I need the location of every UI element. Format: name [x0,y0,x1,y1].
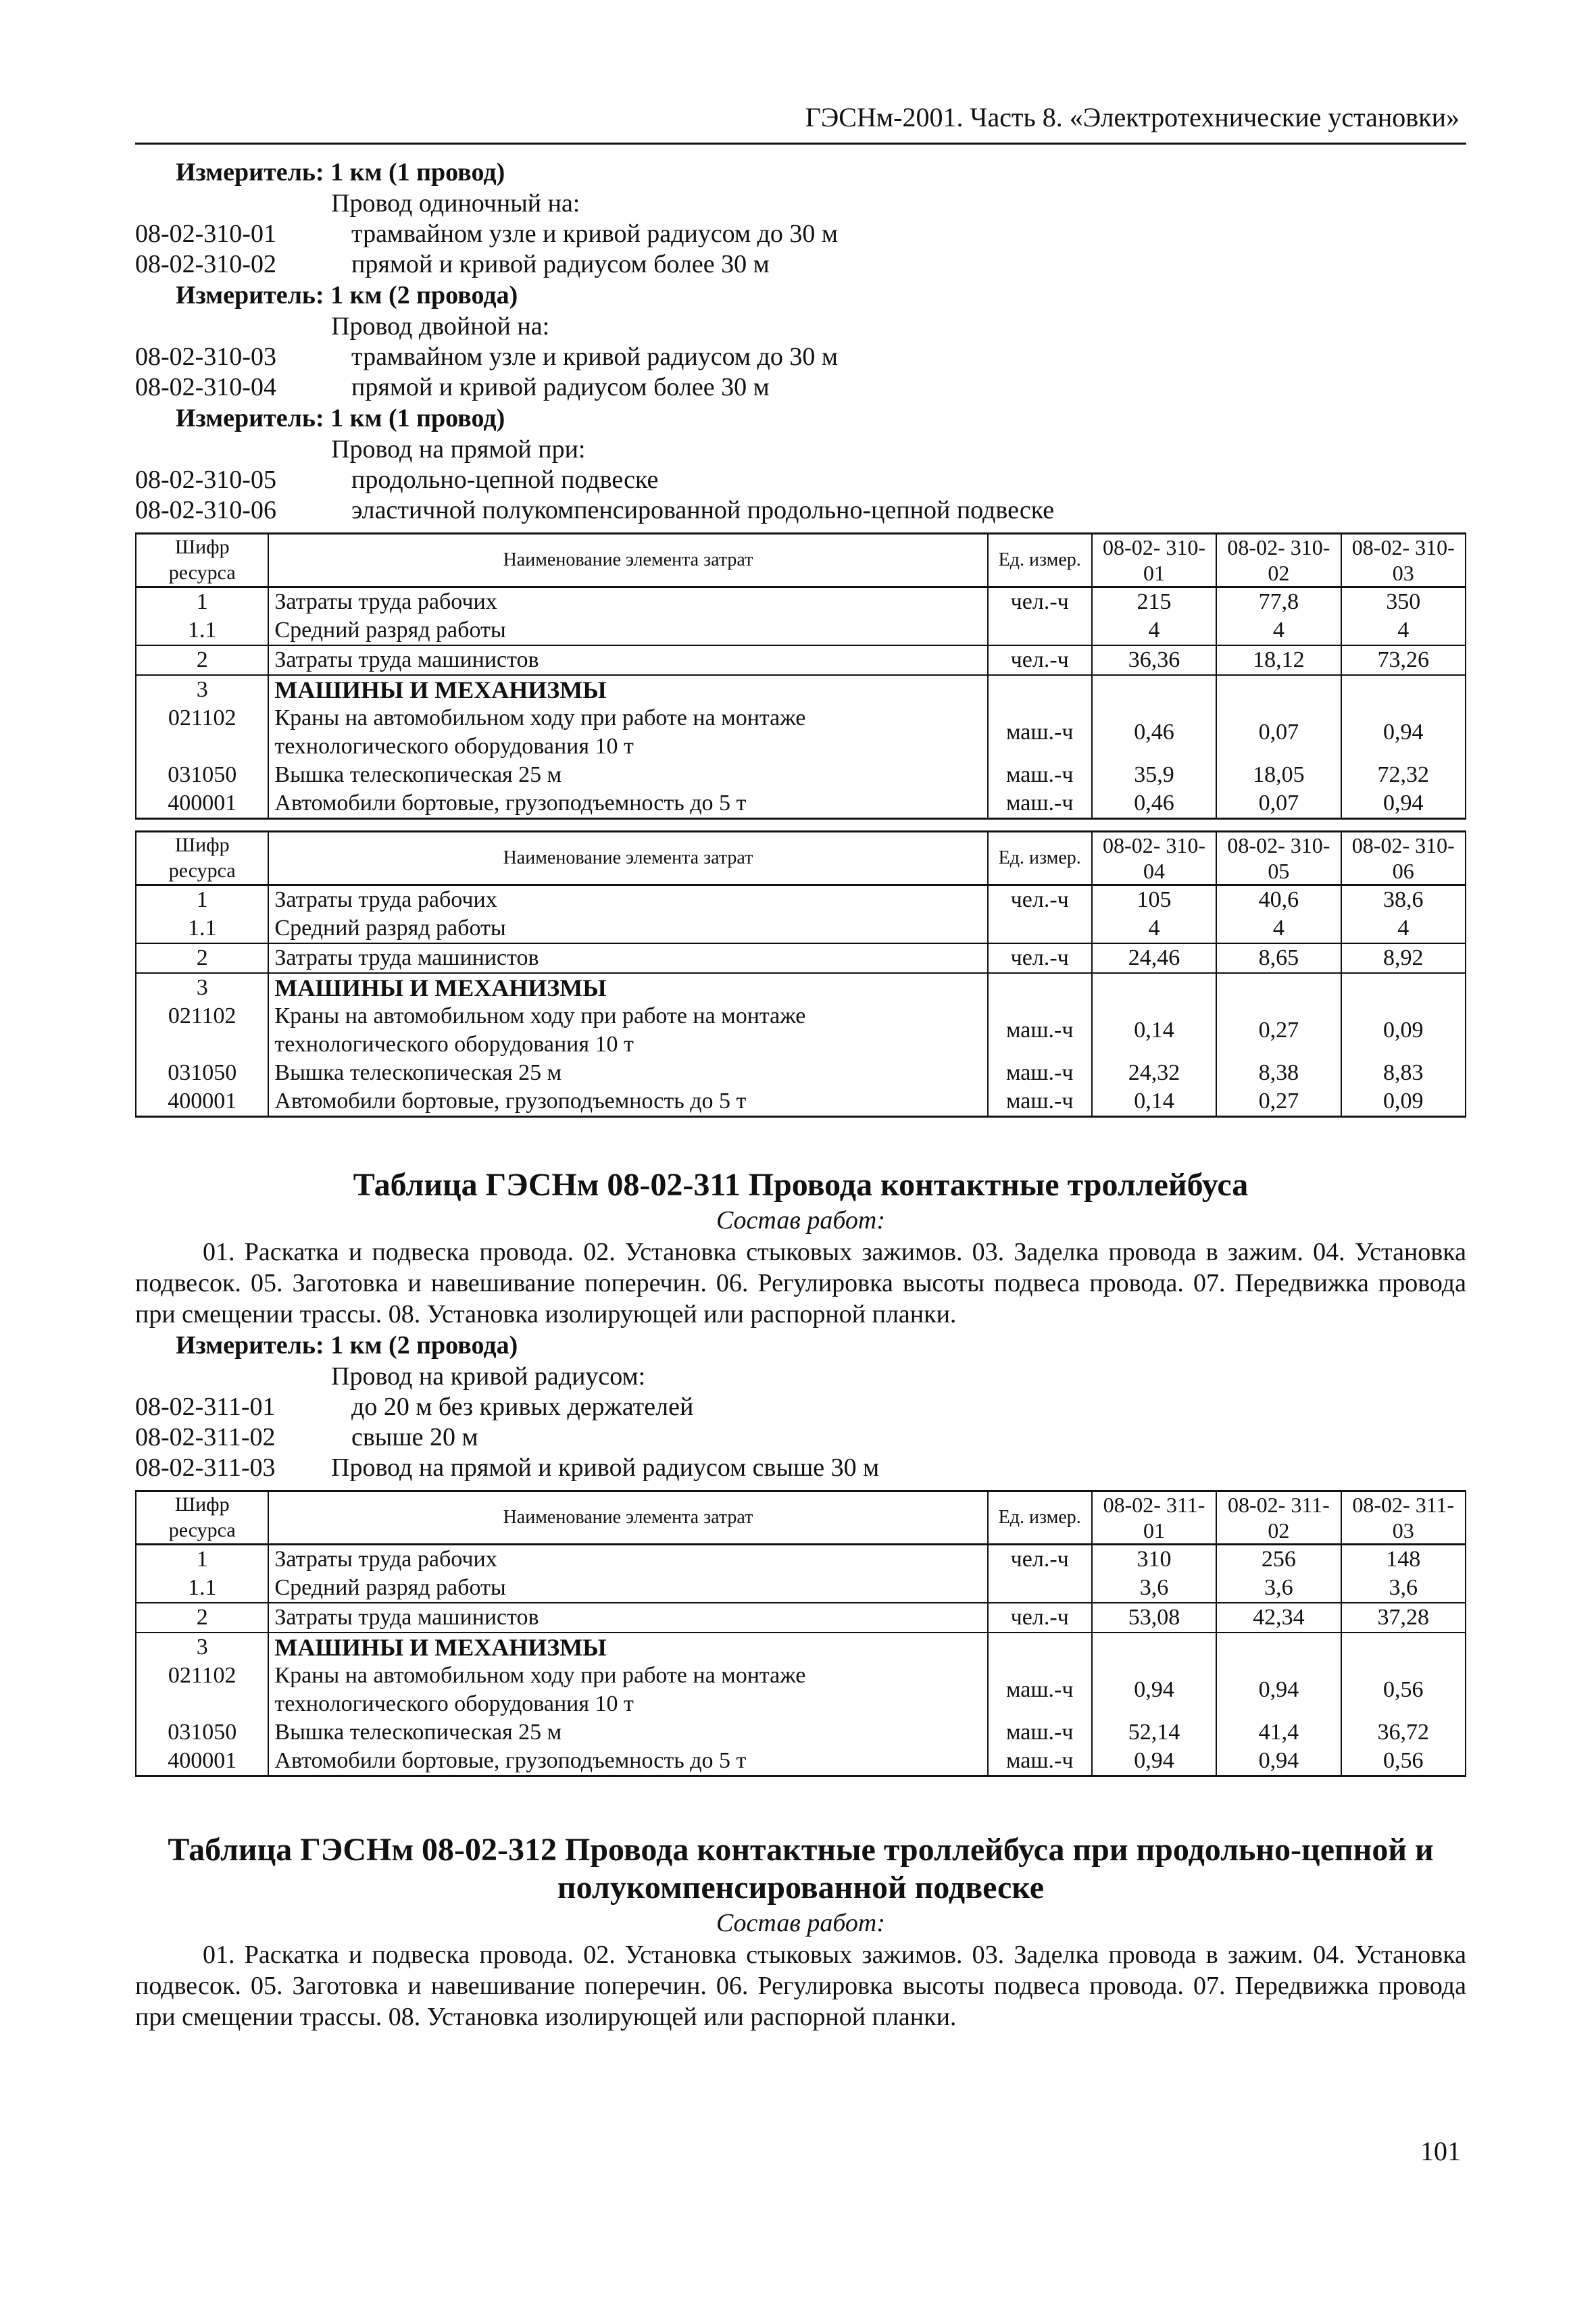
header-code: 08-02- 310-03 [1341,534,1466,587]
header-unit: Ед. измер. [988,1491,1092,1545]
cell-name: Средний разряд работы [268,914,987,943]
header-unit: Ед. измер. [988,832,1092,885]
cell-value: 0,94 [1092,1662,1216,1718]
cell-value: 40,6 [1216,885,1341,915]
cell-value: 35,9 [1092,761,1216,789]
cell-unit: маш.-ч [988,761,1092,789]
cell-value: 0,56 [1341,1747,1466,1776]
table-row [136,1747,1466,1776]
cell-value: 0,27 [1216,1002,1341,1059]
cell-value: 105 [1092,885,1216,915]
cell-cipher: 3 [136,675,268,704]
cell-value: 18,12 [1216,645,1341,675]
cell-value: 4 [1092,914,1216,943]
cell-value [1092,973,1216,1002]
cell-name: МАШИНЫ И МЕХАНИЗМЫ [268,675,987,704]
document-page [135,101,1466,2033]
table-row [136,675,1466,704]
section-title: Таблица ГЭСНм 08-02-311 Провода контактные троллейбуса [353,1167,1249,1203]
cell-value: 0,94 [1216,1747,1341,1776]
item-text: продольно-цепной подвеске [351,466,659,494]
cell-unit [988,1574,1092,1603]
item-code: 08-02-311-02 [135,1423,276,1451]
item-code: 08-02-310-02 [135,250,276,278]
item-code: 08-02-310-06 [135,496,276,524]
resource-table-1 [135,532,1466,820]
cell-value: 37,28 [1341,1603,1466,1633]
item-code: 08-02-311-01 [135,1393,276,1421]
list-item [135,249,1466,280]
cell-name: Вышка телескопическая 25 м [268,761,987,789]
cell-value: 36,36 [1092,645,1216,675]
cell-cipher: 021102 [136,1002,268,1059]
table-row [136,1603,1466,1633]
resource-table-3 [135,1490,1466,1777]
cell-unit [988,675,1092,704]
cell-cipher: 400001 [136,789,268,819]
table-row [136,1718,1466,1747]
cell-unit: маш.-ч [988,789,1092,819]
header-name: Наименование элемента затрат [268,832,987,885]
cell-unit: чел.-ч [988,1603,1092,1633]
cell-cipher: 3 [136,973,268,1002]
table-row [136,943,1466,973]
cell-value: 4 [1216,616,1341,645]
table-row [136,1662,1466,1718]
table-row [136,587,1466,617]
header-code: 08-02- 310-04 [1092,832,1216,885]
subheading: Провод одиночный на: [331,189,580,218]
cell-unit [988,1633,1092,1662]
cell-cipher: 400001 [136,1747,268,1776]
cell-unit: маш.-ч [988,1002,1092,1059]
header-code: 08-02- 311-02 [1216,1491,1341,1545]
item-code: 08-02-310-04 [135,373,276,401]
cell-value: 0,94 [1092,1747,1216,1776]
item-text: до 20 м без кривых держателей [351,1393,694,1421]
cell-value: 8,92 [1341,943,1466,973]
cell-value: 0,56 [1341,1662,1466,1718]
table-row [136,1574,1466,1603]
running-header: ГЭСНм-2001. Часть 8. «Электротехнические установки» [135,101,1466,145]
cell-value: 24,32 [1092,1059,1216,1087]
item-text: прямой и кривой радиусом более 30 м [351,250,770,278]
cell-name: Затраты труда машинистов [268,1603,987,1633]
cell-name: Затраты труда машинистов [268,645,987,675]
cell-cipher: 1 [136,1545,268,1574]
composition-label: Состав работ: [716,1206,886,1235]
cell-name: МАШИНЫ И МЕХАНИЗМЫ [268,1633,987,1662]
cell-value: 0,14 [1092,1002,1216,1059]
cell-value: 73,26 [1341,645,1466,675]
cell-name: Вышка телескопическая 25 м [268,1718,987,1747]
cell-value: 77,8 [1216,587,1341,617]
item-code: 08-02-310-01 [135,220,276,248]
table-row [136,885,1466,915]
cell-value: 42,34 [1216,1603,1341,1633]
measure-label: Измеритель: 1 км (2 провода) [176,281,518,309]
cell-value: 4 [1341,914,1466,943]
cell-cipher: 1.1 [136,1574,268,1603]
header-code: 08-02- 310-02 [1216,534,1341,587]
cell-unit: маш.-ч [988,704,1092,761]
header-code: 08-02- 311-03 [1341,1491,1466,1545]
list-item [135,372,1466,403]
table-row [136,1059,1466,1087]
cell-name: Вышка телескопическая 25 м [268,1059,987,1087]
cell-unit: чел.-ч [988,645,1092,675]
header-cipher: Шифр ресурса [136,534,268,587]
cell-value: 256 [1216,1545,1341,1574]
list-item [135,342,1466,372]
measure-label: Измеритель: 1 км (2 провода) [176,1331,518,1360]
cell-value [1092,675,1216,704]
item-text: трамвайном узле и кривой радиусом до 30 м [351,220,838,248]
cell-name: Затраты труда рабочих [268,1545,987,1574]
composition-label: Состав работ: [716,1909,886,1937]
cell-unit: маш.-ч [988,1747,1092,1776]
cell-name: Затраты труда рабочих [268,587,987,617]
item-text: прямой и кривой радиусом более 30 м [351,373,770,401]
header-cipher: Шифр ресурса [136,832,268,885]
cell-unit: чел.-ч [988,1545,1092,1574]
cell-unit [988,973,1092,1002]
cell-name: Автомобили бортовые, грузоподъемность до 5 т [268,1087,987,1117]
cell-value: 0,46 [1092,789,1216,819]
resource-table-2 [135,830,1466,1118]
cell-value: 8,38 [1216,1059,1341,1087]
cell-value [1092,1633,1216,1662]
cell-value: 53,08 [1092,1603,1216,1633]
cell-value: 0,09 [1341,1087,1466,1117]
header-name: Наименование элемента затрат [268,534,987,587]
cell-value: 52,14 [1092,1718,1216,1747]
item-code: 08-02-310-05 [135,466,276,494]
cell-unit: маш.-ч [988,1087,1092,1117]
cell-name: Средний разряд работы [268,1574,987,1603]
list-item [135,1453,1466,1483]
cell-name: Краны на автомобильном ходу при работе на монтаже технологического оборудования 10 т [268,704,987,761]
table-header-row [136,1491,1466,1545]
measure-label: Измеритель: 1 км (1 провод) [176,404,505,432]
cell-value [1341,675,1466,704]
header-code: 08-02- 311-01 [1092,1491,1216,1545]
subheading: Провод на кривой радиусом: [331,1362,646,1391]
cell-value: 36,72 [1341,1718,1466,1747]
cell-cipher: 1.1 [136,616,268,645]
cell-value: 3,6 [1341,1574,1466,1603]
cell-unit [988,914,1092,943]
cell-cipher: 2 [136,645,268,675]
item-text: эластичной полукомпенсированной продольно-цепной подвеске [351,496,1055,524]
cell-unit: маш.-ч [988,1662,1092,1718]
cell-cipher: 3 [136,1633,268,1662]
cell-name: Краны на автомобильном ходу при работе на монтаже технологического оборудования 10 т [268,1002,987,1059]
section-title: Таблица ГЭСНм 08-02-312 Провода контактные троллейбуса при продольно-цепной и полукомпенсированной подвеске [168,1832,1434,1906]
cell-value: 4 [1092,616,1216,645]
header-code: 08-02- 310-06 [1341,832,1466,885]
table-header-row [136,832,1466,885]
header-code: 08-02- 310-01 [1092,534,1216,587]
cell-cipher: 021102 [136,1662,268,1718]
cell-cipher: 031050 [136,1059,268,1087]
cell-value: 4 [1216,914,1341,943]
cell-name: Автомобили бортовые, грузоподъемность до 5 т [268,789,987,819]
page-number: 101 [1420,2136,1461,2166]
cell-value: 148 [1341,1545,1466,1574]
cell-value: 0,94 [1341,789,1466,819]
table-row [136,1545,1466,1574]
list-item [135,219,1466,249]
cell-value: 0,94 [1341,704,1466,761]
cell-cipher: 1 [136,587,268,617]
table-header-row [136,534,1466,587]
item-text: свыше 20 м [351,1423,478,1451]
cell-cipher: 400001 [136,1087,268,1117]
cell-value [1216,1633,1341,1662]
cell-value: 18,05 [1216,761,1341,789]
cell-value: 41,4 [1216,1718,1341,1747]
list-item [135,1392,1466,1422]
cell-value: 0,27 [1216,1087,1341,1117]
cell-cipher: 021102 [136,704,268,761]
table-row [136,645,1466,675]
item-text: Провод на прямой и кривой радиусом свыше 30 м [331,1453,880,1482]
cell-value: 0,07 [1216,704,1341,761]
cell-value: 0,94 [1216,1662,1341,1718]
cell-unit [988,616,1092,645]
cell-name: Затраты труда машинистов [268,943,987,973]
table-row [136,1633,1466,1662]
cell-value [1216,675,1341,704]
composition-text: 01. Раскатка и подвеска провода. 02. Установка стыковых зажимов. 03. Заделка провода в зажим. 04. Установка подвесок. 05. Заготовка и навешивание поперечин. 06. Регулировка высоты подвеса провода. 07. Передвижка провода при смещении трассы. 08. Установка изолирующей или распорной планки. [135,1941,1466,2031]
cell-value: 24,46 [1092,943,1216,973]
cell-value: 310 [1092,1545,1216,1574]
cell-value: 350 [1341,587,1466,617]
table-row [136,1087,1466,1117]
section-310-list [135,157,1466,526]
cell-cipher: 1 [136,885,268,915]
cell-value: 72,32 [1341,761,1466,789]
cell-value [1341,1633,1466,1662]
cell-value: 0,07 [1216,789,1341,819]
cell-name: МАШИНЫ И МЕХАНИЗМЫ [268,973,987,1002]
list-item [135,465,1466,495]
cell-name: Средний разряд работы [268,616,987,645]
cell-unit: маш.-ч [988,1059,1092,1087]
item-text: трамвайном узле и кривой радиусом до 30 м [351,343,838,371]
table-row [136,973,1466,1002]
cell-name: Краны на автомобильном ходу при работе на монтаже технологического оборудования 10 т [268,1662,987,1718]
cell-name: Автомобили бортовые, грузоподъемность до 5 т [268,1747,987,1776]
cell-value: 3,6 [1216,1574,1341,1603]
cell-value: 0,09 [1341,1002,1466,1059]
cell-value: 8,83 [1341,1059,1466,1087]
cell-value [1216,973,1341,1002]
cell-value: 0,46 [1092,704,1216,761]
subheading: Провод двойной на: [331,312,550,341]
subheading: Провод на прямой при: [331,435,586,464]
item-code: 08-02-311-03 [135,1453,276,1482]
cell-cipher: 031050 [136,1718,268,1747]
cell-unit: чел.-ч [988,587,1092,617]
composition-text: 01. Раскатка и подвеска провода. 02. Установка стыковых зажимов. 03. Заделка провода в зажим. 04. Установка подвесок. 05. Заготовка и навешивание поперечин. 06. Регулировка высоты подвеса провода. 07. Передвижка провода при смещении трассы. 08. Установка изолирующей или распорной планки. [135,1238,1466,1328]
table-row [136,616,1466,645]
table-row [136,914,1466,943]
cell-cipher: 1.1 [136,914,268,943]
cell-cipher: 2 [136,1603,268,1633]
table-row [136,789,1466,819]
table-row [136,1002,1466,1059]
cell-value: 215 [1092,587,1216,617]
header-cipher: Шифр ресурса [136,1491,268,1545]
list-item [135,495,1466,526]
header-code: 08-02- 310-05 [1216,832,1341,885]
cell-unit: маш.-ч [988,1718,1092,1747]
cell-value: 3,6 [1092,1574,1216,1603]
cell-cipher: 031050 [136,761,268,789]
item-code: 08-02-310-03 [135,343,276,371]
header-unit: Ед. измер. [988,534,1092,587]
table-row [136,704,1466,761]
cell-cipher: 2 [136,943,268,973]
cell-value: 8,65 [1216,943,1341,973]
cell-unit: чел.-ч [988,943,1092,973]
cell-value: 0,14 [1092,1087,1216,1117]
cell-value: 4 [1341,616,1466,645]
measure-label: Измеритель: 1 км (1 провод) [176,158,505,186]
header-name: Наименование элемента затрат [268,1491,987,1545]
cell-value: 38,6 [1341,885,1466,915]
cell-unit: чел.-ч [988,885,1092,915]
cell-value [1341,973,1466,1002]
list-item [135,1422,1466,1453]
cell-name: Затраты труда рабочих [268,885,987,915]
table-row [136,761,1466,789]
